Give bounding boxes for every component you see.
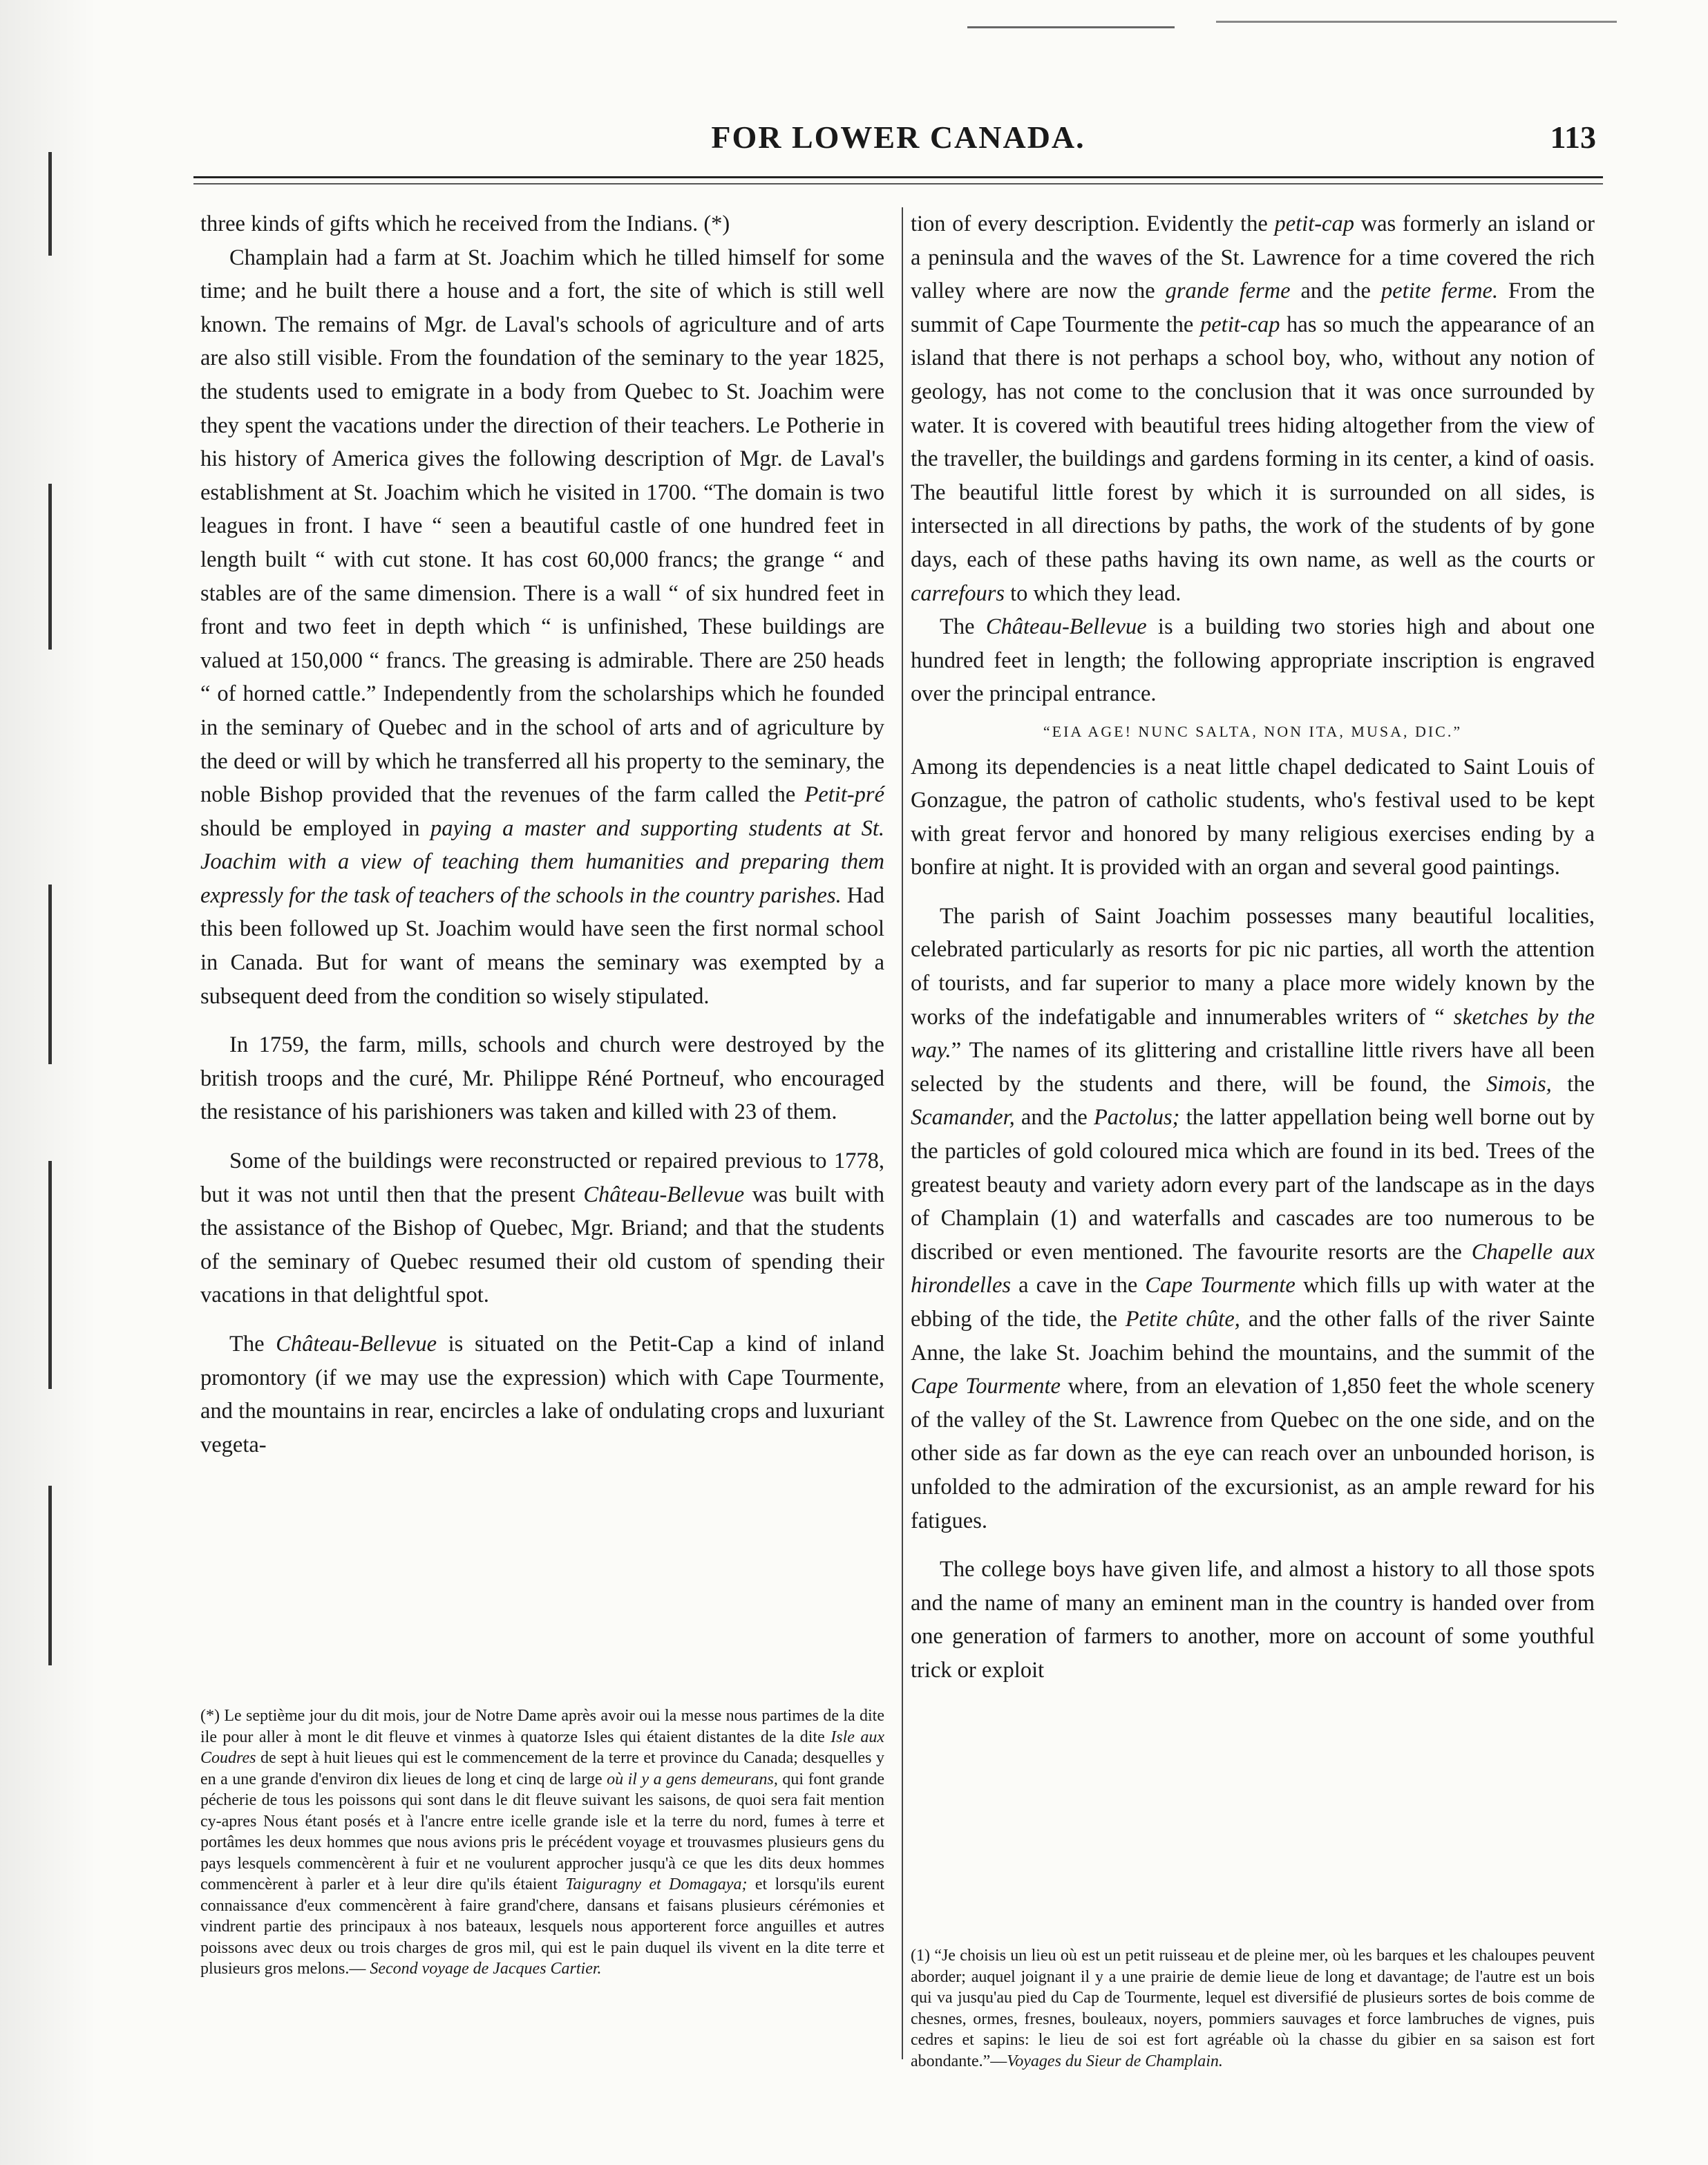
right-column — [911, 207, 1595, 1687]
paragraph: tion of every description. Evidently the petit-cap was formerly an island or a peninsula and the waves of the St. Lawrence for a time covered the rich valley where are now the grande ferme and the petite ferme. From the summit of Cape Tourmente the petit-cap has so much the appearance of an island that there is not perhaps a school boy, who, without any notion of geology, has not come to the conclusion that it was once surrounded by water. It is covered with beautiful trees hiding altogether from the view of the traveller, the buildings and gardens forming in its center, a kind of oasis. The beautiful little forest by which it is surrounded on all sides, is intersected in all directions by paths, the work of the students of by gone days, each of these paths having its own name, as well as the courts or carrefours to which they lead. — [911, 211, 1595, 606]
header-rule — [193, 176, 1603, 178]
scan-edge-mark — [48, 152, 52, 256]
left-column — [200, 207, 884, 1462]
page-header — [200, 119, 1596, 167]
paragraph: The Château-Bellevue is situated on the Petit-Cap a kind of inland promontory (if we may use the expression) which with Cape Tourmente, and the mountains in rear, encircles a lake of ondulating crops and luxuriant vegeta- — [200, 1332, 884, 1457]
paragraph: Among its dependencies is a neat little chapel dedicated to Saint Louis of Gonzague, the patron of catholic students, who's festival used to be kept with great fervor and honored by many religious exercises ending by a bonfire at night. It is provided with an organ and several good paintings. — [911, 754, 1595, 880]
footnote-right — [911, 1945, 1595, 2072]
scan-edge-shadow — [0, 0, 97, 2165]
paragraph: Champlain had a farm at St. Joachim which he tilled himself for some time; and he built there a house and a fort, the site of which is still well known. The remains of Mgr. de Laval's schools of agriculture and of arts are also still visible. From the foundation of the seminary to the year 1825, the students used to emigrate in a body from Quebec to St. Joachim were they spent the vacations under the direction of their teachers. Le Potherie in his history of America gives the following description of Mgr. de Laval's establishment at St. Joachim which he visited in 1700. “The domain is two leagues in front. I have “ seen a beautiful castle of one hundred feet in length built “ with cut stone. It has cost 60,000 francs; the grange “ and stables are of the same dimension. There is a wall “ of six hundred feet in front and two feet in depth which “ is unfinished, These buildings are valued at 150,000 “ francs. The greasing is admirable. There are 250 heads “ of horned cattle.” Independently from the scholarships which he founded in the seminary of Quebec and in the school of arts and of agriculture by the deed or will by which he transferred all his property to the seminary, the noble Bishop provided that the revenues of the farm called the Petit-pré should be employed in paying a master and supporting students at St. Joachim with a view of teaching them humanities and preparing them expressly for the task of teachers of the schools in the country parishes. Had this been followed up St. Joachim would have seen the first normal school in Canada. But for want of means the seminary was exempted by a subsequent deed from the condition so wisely stipulated. — [200, 245, 884, 1009]
paragraph: In 1759, the farm, mills, schools and church were destroyed by the british troops and the curé, Mr. Philippe Réné Portneuf, who encouraged the resistance of his parishioners was taken and killed with 23 of them. — [200, 1032, 884, 1125]
paragraph: The Château-Bellevue is a building two stories high and about one hundred feet in length; the following appropriate inscription is engraved over the principal entrance. — [911, 614, 1595, 707]
paragraph: three kinds of gifts which he received from the Indians. (*) — [200, 211, 730, 236]
scan-edge-mark — [48, 1486, 52, 1665]
scan-scratch — [967, 26, 1175, 28]
running-title: FOR LOWER CANADA. — [711, 120, 1085, 155]
footnote-left — [200, 1705, 884, 1980]
page-number: 113 — [1550, 120, 1596, 155]
scan-edge-mark — [48, 1161, 52, 1389]
scan-edge-mark — [48, 885, 52, 1064]
paragraph: Some of the buildings were reconstructed or repaired previous to 1778, but it was not until then that the present Château-Bellevue was built with the assistance of the Bishop of Quebec, Mgr. Briand; and that the students of the seminary of Quebec resumed their old custom of spending their vacations in that delightful spot. — [200, 1148, 884, 1308]
column-divider — [902, 207, 903, 2059]
paragraph: The parish of Saint Joachim possesses many beautiful localities, celebrated particularly as resorts for pic nic parties, all worth the attention of tourists, and far superior to many a place more widely known by the works of the indefatigable and innumerables writers of “ sketches by the way.” The names of its glittering and cristalline little rivers have all been selected by the students and there, will be found, the Simois, the Scamander, and the Pactolus; the latter appellation being well borne out by the particles of gold coloured mica which are found in its bed. Trees of the greatest beauty and variety adorn every part of the landscape as in the days of Champlain (1) and waterfalls and cascades are too numerous to be discribed or even mentioned. The favourite resorts are the Chapelle aux hirondelles a cave in the Cape Tourmente which fills up with water at the ebbing of the tide, the Petite chûte, and the other falls of the river Sainte Anne, the lake St. Joachim behind the mountains, and the summit of the Cape Tourmente where, from an elevation of 1,850 feet the whole scenery of the valley of the St. Lawrence from Quebec on the one side, and on the other side as far down as the eye can reach over an unbounded horison, is unfolded to the admiration of the excursionist, as an ample reward for his fatigues. — [911, 903, 1595, 1533]
header-rule-thin — [193, 183, 1603, 185]
footnote-text: (*) Le septième jour du dit mois, jour de Notre Dame après avoir oui la messe nous partimes de la dite ile pour aller à mont le dit fleuve et vinmes à quatorze Isles qui étaient distantes de la dite Isle aux Coudres de sept à huit lieues qui est le commencement de la terre et province du Canada; desquelles y en a une grande d'environ dix lieues de long et cinq de large où il y a gens demeurans, qui font grande pécherie de tous les poissons qui sont dans le dit fleuve suivant les saisons, de quoi sera fait mention cy-apres Nous étant posés et à l'ancre entre icelle grande isle et la terre du nord, fumes à terre et portâmes les deux hommes que nous avions pris le précédent voyage et trouvasmes plusieurs gens du pays lesquels commencèrent à fuir et ne voulurent approcher jusqu'à ce que les dits deux hommes commencèrent à parler et à leur dire qu'ils étaient Taiguragny et Domagaya; et lorsqu'ils eurent connaissance d'eux commencèrent à faire grand'chere, dansans et faisans plusieurs cérémonies et vindrent partie des principaux à nos bateaux, lesquels nous apporterent force anguilles et autres poissons avec deux ou trois charges de gros mil, qui est le pain duquel ils vivent en la dite terre et plusieurs gros melons.— Second voyage de Jacques Cartier. — [200, 1707, 885, 1978]
inscription: “EIA AGE! NUNC SALTA, NON ITA, MUSA, DIC.” — [1043, 722, 1463, 740]
footnote-text: (1) “Je choisis un lieu où est un petit ruisseau et de pleine mer, où les barques et les chaloupes peuvent aborder; auquel joignant il y a une prairie de demie lieue de long et davantage; de l'autre est un bois qui va jusqu'au pied du Cap de Tourmente, lequel est diversifié de plusieurs sortes de bois comme de chesnes, ormes, fresnes, bouleaux, noyers, pommiers sauvages et force lambruches de vignes, puis cedres et sapins: le lieu de soi est fort agréable où la chasse du gibier en sa saison est fort abondante.”—Voyages du Sieur de Champlain. — [911, 1947, 1595, 2070]
paragraph: The college boys have given life, and almost a history to all those spots and the name of many an eminent man in the country is handed over from one generation of farmers to another, more on account of some youthful trick or exploit — [911, 1557, 1595, 1683]
scan-scratch — [1216, 21, 1617, 23]
scan-edge-mark — [48, 484, 52, 650]
